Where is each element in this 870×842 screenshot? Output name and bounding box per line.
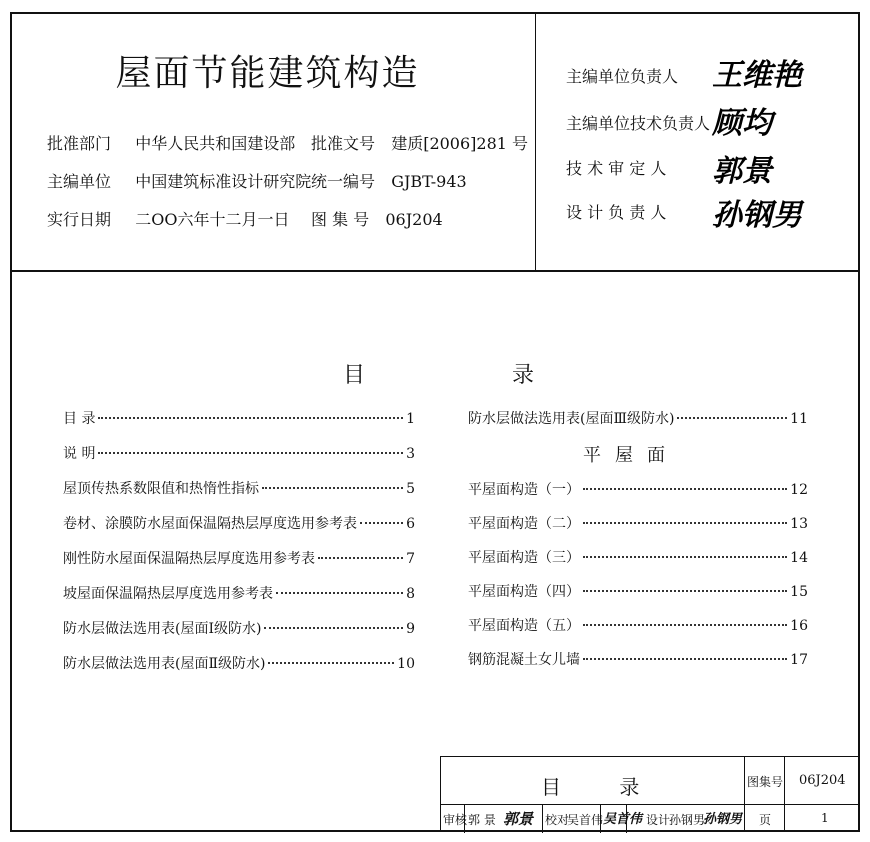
page-label: 页 [759,813,772,827]
toc-item-label: 平屋面构造（一） [468,482,580,498]
toc-item-page: 5 [406,481,415,497]
toc-item-page: 3 [406,446,415,462]
toc-title-left: 目 [343,363,366,388]
toc-item[interactable] [63,513,415,533]
responsible-role: 设 计 负 责 人 [566,203,667,222]
toc-item-page: 9 [406,621,415,637]
toc-item-label: 刚性防水屋面保温隔热层厚度选用参考表 [63,551,315,567]
toc-item-page: 16 [790,618,808,634]
toc-item-label: 屋顶传热系数限值和热惰性指标 [63,481,259,497]
toc-item-label: 防水层做法选用表(屋面Ⅰ级防水) [63,621,262,637]
toc-item-page: 14 [790,550,808,566]
leader-dots [360,522,403,524]
toc-item[interactable] [63,478,415,498]
meta-value: 建质[2006]281 号 [391,134,529,153]
toc-item-page: 10 [397,656,415,672]
design-name: 孙钢男 [669,813,706,827]
leader-dots [583,488,787,490]
meta-approval-dept [47,131,295,154]
handwritten-signature: 王维艳 [712,58,802,93]
title-block-divider [441,804,859,805]
toc-item[interactable] [468,513,808,533]
toc-item[interactable] [63,653,415,673]
toc-item-page: 7 [406,551,415,567]
meta-value: GJBT-943 [391,172,467,191]
check-name: 吴首伟 [567,813,604,827]
meta-label: 主编单位 [47,172,112,191]
toc-item[interactable] [468,547,808,567]
header-divider [10,270,860,272]
review-label: 审核 [443,813,468,827]
design-signature: 孙钢男 [703,812,743,827]
toc-item-label: 目 录 [63,411,96,427]
responsible-row [566,200,704,223]
leader-dots [98,417,403,419]
meta-value: 中国建筑标准设计研究院 [135,172,312,191]
review-signature: 郭景 [503,810,534,828]
toc-item[interactable] [468,408,808,428]
atlas-title: 屋面节能建筑构造 [115,53,420,94]
meta-label: 图 集 号 [311,210,370,229]
responsible-row [566,64,704,87]
review-name: 郭 景 [468,813,496,827]
toc-item-page: 11 [790,411,808,427]
toc-item-label: 平屋面构造（二） [468,516,580,532]
toc-item-page: 12 [790,482,808,498]
toc-item-label: 说 明 [63,446,96,462]
toc-item-page: 17 [790,652,808,668]
meta-atlas-no [311,207,443,230]
toc-item[interactable] [468,649,808,669]
leader-dots [583,590,787,592]
toc-item-label: 卷材、涂膜防水屋面保温隔热层厚度选用参考表 [63,516,357,532]
leader-dots [98,452,403,454]
design-label: 设计 [646,813,671,827]
meta-editor-unit [47,169,311,192]
leader-dots [583,624,787,626]
toc-item-label: 防水层做法选用表(屋面Ⅲ级防水) [468,411,675,427]
toc-item[interactable] [63,618,415,638]
meta-label: 实行日期 [47,210,112,229]
section-heading-flat-roof: 平屋面 [583,445,679,466]
toc-item-label: 平屋面构造（五） [468,618,580,634]
meta-label: 批准文号 [311,134,376,153]
leader-dots [318,557,403,559]
meta-value: 06J204 [385,210,443,229]
responsible-role: 技 术 审 定 人 [566,159,667,178]
handwritten-signature: 郭景 [712,154,772,189]
title-block [440,756,860,832]
check-signature: 吴首伟 [603,812,643,827]
toc-item-page: 8 [406,586,415,602]
title-block-col-line [744,757,745,831]
toc-item[interactable] [63,583,415,603]
toc-item[interactable] [63,443,415,463]
handwritten-signature: 顾均 [712,106,772,141]
atlas-number-label: 图集号 [747,775,784,789]
toc-title-right: 录 [512,363,535,388]
responsible-row [566,156,704,179]
title-block-col-line [784,757,785,831]
handwritten-signature: 孙钢男 [712,198,802,233]
check-label: 校对 [545,813,570,827]
meta-value: 中华人民共和国建设部 [135,134,296,153]
responsible-role: 主编单位负责人 [566,67,679,86]
toc-item-page: 15 [790,584,808,600]
toc-item[interactable] [468,615,808,635]
header-split-line [535,12,536,271]
leader-dots [677,417,787,419]
toc-item-page: 6 [406,516,415,532]
leader-dots [583,556,787,558]
toc-item[interactable] [468,479,808,499]
meta-label: 统一编号 [311,172,376,191]
toc-item[interactable] [63,408,415,428]
toc-item-label: 坡屋面保温隔热层厚度选用参考表 [63,586,273,602]
title-block-col-line [542,804,543,833]
toc-item[interactable] [63,548,415,568]
leader-dots [583,522,787,524]
leader-dots [268,662,394,664]
toc-item-label: 钢筋混凝土女儿墙 [468,652,580,668]
meta-approval-no [311,131,528,154]
toc-left-column [63,408,415,678]
meta-value: 二OO六年十二月一日 [135,210,290,229]
toc-item-page: 13 [790,516,808,532]
toc-item[interactable] [468,581,808,601]
leader-dots [264,627,403,629]
responsible-row [566,111,711,134]
toc-item-label: 平屋面构造（四） [468,584,580,600]
toc-right-column-flat-roof [468,479,808,679]
meta-effective-date [47,207,289,230]
meta-label: 批准部门 [47,134,112,153]
toc-item-page: 1 [406,411,415,427]
title-block-title: 目 录 [541,775,666,799]
leader-dots [262,487,403,489]
page-number: 1 [821,811,829,825]
toc-item-label: 防水层做法选用表(屋面Ⅱ级防水) [63,656,266,672]
toc-item-label: 平屋面构造（三） [468,550,580,566]
leader-dots [276,592,403,594]
atlas-number-value: 06J204 [799,773,846,788]
meta-unified-no [311,169,467,192]
leader-dots [583,658,787,660]
responsible-role: 主编单位技术负责人 [566,114,711,133]
